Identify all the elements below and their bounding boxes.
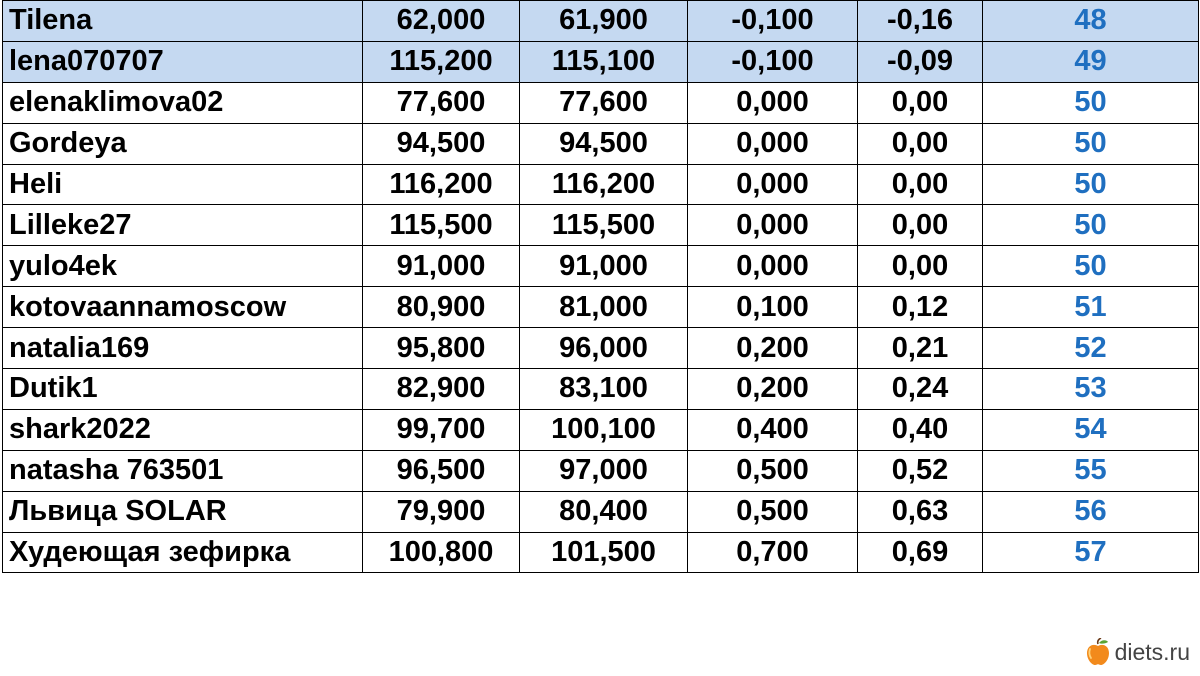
- percent-change-cell: 0,00: [858, 246, 983, 287]
- current-weight-cell: 116,200: [520, 164, 688, 205]
- percent-change-cell: 0,12: [858, 287, 983, 328]
- percent-change-cell: 0,69: [858, 532, 983, 573]
- start-weight-cell: 91,000: [363, 246, 520, 287]
- start-weight-cell: 62,000: [363, 1, 520, 42]
- rank-cell: 50: [983, 123, 1199, 164]
- percent-change-cell: 0,00: [858, 164, 983, 205]
- table-row: [3, 246, 1199, 287]
- current-weight-cell: 100,100: [520, 409, 688, 450]
- participant-name-cell: yulo4ek: [3, 246, 363, 287]
- start-weight-cell: 99,700: [363, 409, 520, 450]
- rank-cell: 50: [983, 246, 1199, 287]
- weight-difference-cell: 0,400: [688, 409, 858, 450]
- percent-change-cell: 0,00: [858, 123, 983, 164]
- watermark-text: diets.ru: [1114, 638, 1190, 665]
- table-row: [3, 123, 1199, 164]
- participant-name-cell: lena070707: [3, 41, 363, 82]
- current-weight-cell: 91,000: [520, 246, 688, 287]
- weight-difference-cell: 0,000: [688, 123, 858, 164]
- table-row: [3, 369, 1199, 410]
- current-weight-cell: 97,000: [520, 450, 688, 491]
- participant-name-cell: natalia169: [3, 328, 363, 369]
- current-weight-cell: 83,100: [520, 369, 688, 410]
- start-weight-cell: 77,600: [363, 82, 520, 123]
- current-weight-cell: 115,100: [520, 41, 688, 82]
- current-weight-cell: 81,000: [520, 287, 688, 328]
- current-weight-cell: 96,000: [520, 328, 688, 369]
- table-row: [3, 164, 1199, 205]
- current-weight-cell: 80,400: [520, 491, 688, 532]
- rank-cell: 56: [983, 491, 1199, 532]
- start-weight-cell: 116,200: [363, 164, 520, 205]
- start-weight-cell: 96,500: [363, 450, 520, 491]
- start-weight-cell: 82,900: [363, 369, 520, 410]
- table-row: [3, 532, 1199, 573]
- percent-change-cell: 0,63: [858, 491, 983, 532]
- weight-difference-cell: 0,700: [688, 532, 858, 573]
- rank-cell: 48: [983, 1, 1199, 42]
- table-row: [3, 41, 1199, 82]
- weight-difference-cell: 0,000: [688, 205, 858, 246]
- current-weight-cell: 101,500: [520, 532, 688, 573]
- table-row: [3, 287, 1199, 328]
- participant-name-cell: Худеющая зефирка: [3, 532, 363, 573]
- participant-name-cell: Tilena: [3, 1, 363, 42]
- participant-name-cell: Львица SOLAR: [3, 491, 363, 532]
- rank-cell: 52: [983, 328, 1199, 369]
- table-row: [3, 82, 1199, 123]
- weight-difference-cell: 0,000: [688, 82, 858, 123]
- weight-difference-cell: 0,500: [688, 450, 858, 491]
- participant-name-cell: kotovaannamoscow: [3, 287, 363, 328]
- weight-difference-cell: -0,100: [688, 1, 858, 42]
- participant-name-cell: Lilleke27: [3, 205, 363, 246]
- start-weight-cell: 115,200: [363, 41, 520, 82]
- results-table: [2, 0, 1199, 573]
- start-weight-cell: 115,500: [363, 205, 520, 246]
- table-row: [3, 205, 1199, 246]
- rank-cell: 54: [983, 409, 1199, 450]
- rank-cell: 50: [983, 205, 1199, 246]
- rank-cell: 50: [983, 82, 1199, 123]
- rank-cell: 49: [983, 41, 1199, 82]
- weight-difference-cell: 0,500: [688, 491, 858, 532]
- rank-cell: 53: [983, 369, 1199, 410]
- diets-ru-watermark: [1085, 638, 1190, 666]
- percent-change-cell: 0,00: [858, 82, 983, 123]
- weight-difference-cell: 0,000: [688, 164, 858, 205]
- weight-difference-cell: 0,000: [688, 246, 858, 287]
- percent-change-cell: 0,00: [858, 205, 983, 246]
- table-row: [3, 409, 1199, 450]
- start-weight-cell: 95,800: [363, 328, 520, 369]
- start-weight-cell: 100,800: [363, 532, 520, 573]
- start-weight-cell: 80,900: [363, 287, 520, 328]
- participant-name-cell: Dutik1: [3, 369, 363, 410]
- percent-change-cell: 0,40: [858, 409, 983, 450]
- current-weight-cell: 61,900: [520, 1, 688, 42]
- percent-change-cell: -0,16: [858, 1, 983, 42]
- rank-cell: 57: [983, 532, 1199, 573]
- current-weight-cell: 77,600: [520, 82, 688, 123]
- rank-cell: 55: [983, 450, 1199, 491]
- participant-name-cell: natasha 763501: [3, 450, 363, 491]
- participant-name-cell: elenaklimova02: [3, 82, 363, 123]
- percent-change-cell: 0,24: [858, 369, 983, 410]
- participant-name-cell: Gordeya: [3, 123, 363, 164]
- percent-change-cell: 0,21: [858, 328, 983, 369]
- participant-name-cell: shark2022: [3, 409, 363, 450]
- table-row: [3, 491, 1199, 532]
- table-row: [3, 1, 1199, 42]
- rank-cell: 50: [983, 164, 1199, 205]
- current-weight-cell: 94,500: [520, 123, 688, 164]
- participant-name-cell: Heli: [3, 164, 363, 205]
- weight-difference-cell: -0,100: [688, 41, 858, 82]
- weight-difference-cell: 0,200: [688, 369, 858, 410]
- weight-difference-cell: 0,200: [688, 328, 858, 369]
- apple-logo-icon: [1085, 638, 1111, 666]
- table-row: [3, 450, 1199, 491]
- weight-difference-cell: 0,100: [688, 287, 858, 328]
- percent-change-cell: 0,52: [858, 450, 983, 491]
- current-weight-cell: 115,500: [520, 205, 688, 246]
- table-row: [3, 328, 1199, 369]
- results-table-body: [3, 1, 1199, 573]
- rank-cell: 51: [983, 287, 1199, 328]
- percent-change-cell: -0,09: [858, 41, 983, 82]
- start-weight-cell: 94,500: [363, 123, 520, 164]
- start-weight-cell: 79,900: [363, 491, 520, 532]
